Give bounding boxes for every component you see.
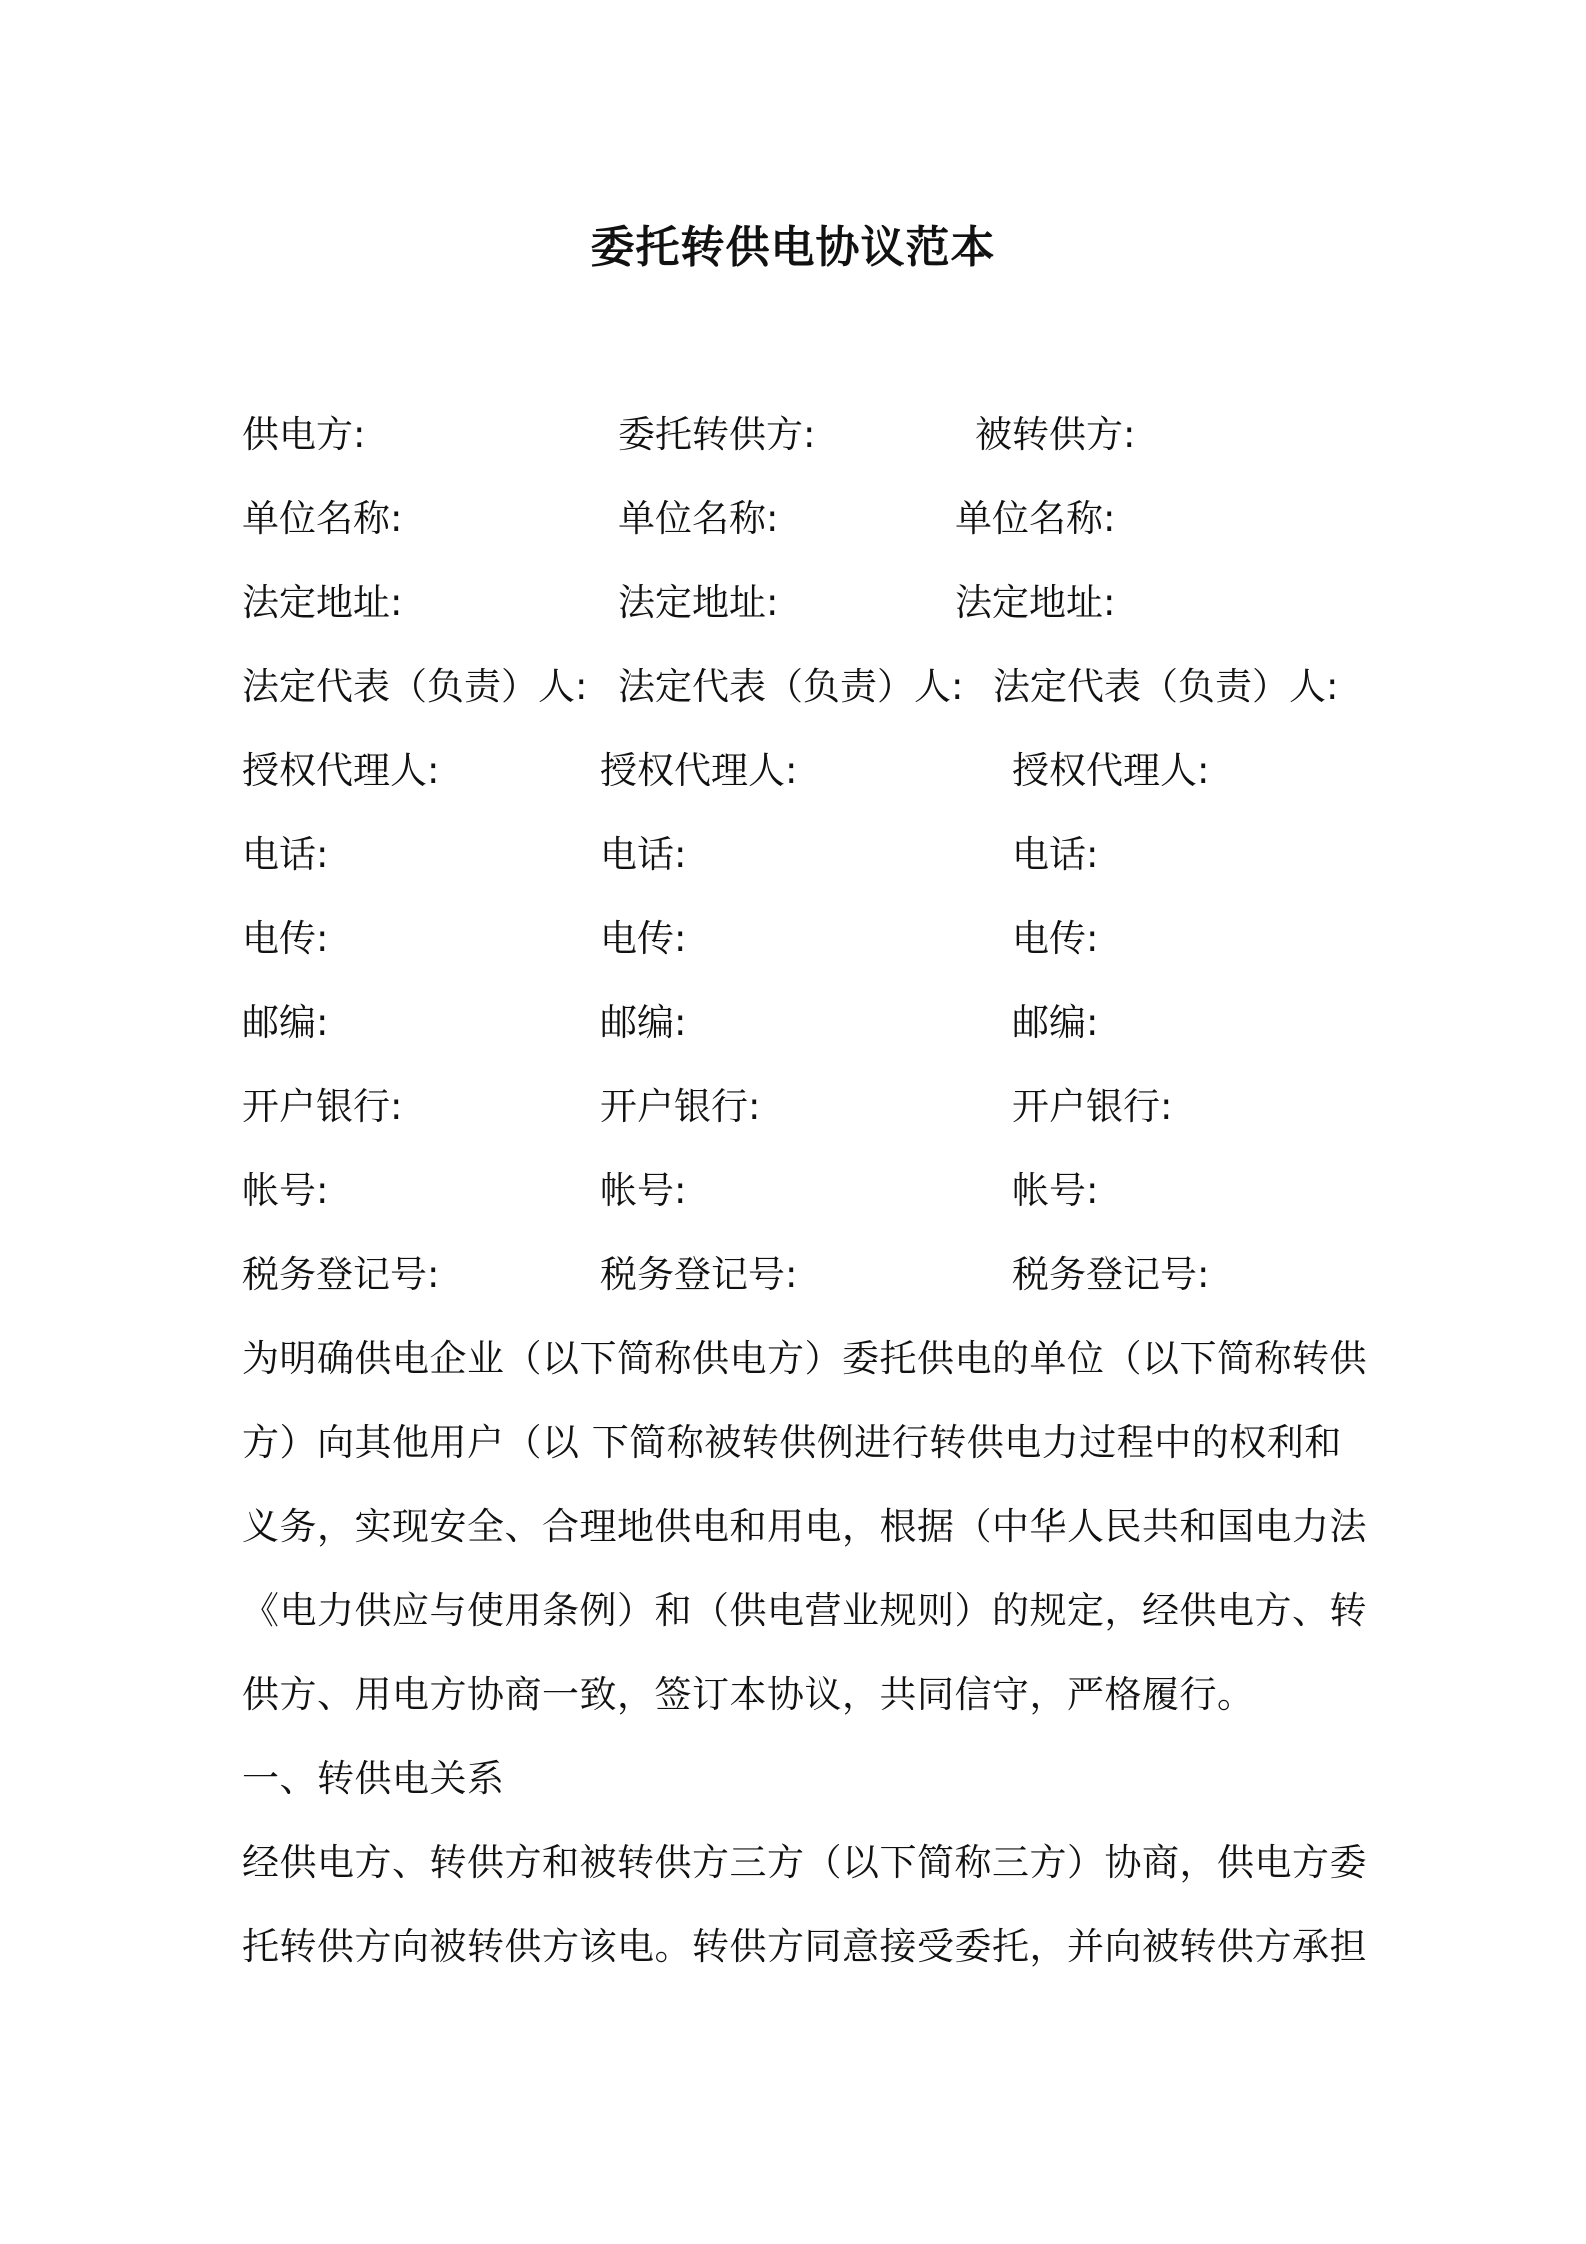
party-field-label: 电传: <box>600 917 687 960</box>
document-title: 委托转供电协议范本 <box>590 222 996 273</box>
party-field-label: 单位名称: <box>618 497 779 540</box>
party-field-label: 邮编: <box>1012 1001 1099 1044</box>
party-field-label: 电话: <box>1012 833 1099 876</box>
intro-line: 供方、用电方协商一致，签订本协议，共同信守，严格履行。 <box>242 1673 1255 1716</box>
party-field-label: 邮编: <box>242 1001 329 1044</box>
party-field-label: 帐号: <box>1012 1169 1099 1212</box>
party-field-label: 单位名称: <box>242 497 403 540</box>
party-field-label: 帐号: <box>600 1169 687 1212</box>
party-field-label: 法定地址: <box>242 581 403 624</box>
party-field-label: 税务登记号: <box>242 1253 440 1296</box>
section-body-line: 经供电方、转供方和被转供方三方（以下简称三方）协商，供电方委 <box>242 1841 1367 1884</box>
party-field-label: 法定代表（负责）人: <box>993 665 1339 708</box>
party-field-label: 法定地址: <box>955 581 1116 624</box>
party-field-label: 邮编: <box>600 1001 687 1044</box>
party-field-label: 授权代理人: <box>600 749 798 792</box>
party-field-label: 电传: <box>1012 917 1099 960</box>
supplier-header: 供电方: <box>242 413 366 456</box>
party-field-label: 开户银行: <box>1012 1085 1173 1128</box>
section-body-line: 托转供方向被转供方该电。转供方同意接受委托，并向被转供方承担 <box>242 1925 1367 1968</box>
party-field-label: 法定代表（负责）人: <box>242 665 588 708</box>
party-field-label: 税务登记号: <box>600 1253 798 1296</box>
party-field-label: 法定地址: <box>618 581 779 624</box>
party-field-label: 开户银行: <box>242 1085 403 1128</box>
agent-supplier-header: 委托转供方: <box>618 413 816 456</box>
party-field-label: 法定代表（负责）人: <box>618 665 964 708</box>
party-field-label: 单位名称: <box>955 497 1116 540</box>
party-field-label: 开户银行: <box>600 1085 761 1128</box>
party-field-label: 税务登记号: <box>1012 1253 1210 1296</box>
party-field-label: 帐号: <box>242 1169 329 1212</box>
party-field-label: 电话: <box>600 833 687 876</box>
party-field-label: 授权代理人: <box>242 749 440 792</box>
recipient-header: 被转供方: <box>975 413 1136 456</box>
section-heading: 一、转供电关系 <box>242 1757 505 1800</box>
intro-line: 为明确供电企业（以下简称供电方）委托供电的单位（以下简称转供 <box>242 1337 1367 1380</box>
intro-line: 《电力供应与使用条例）和（供电营业规则）的规定，经供电方、转 <box>242 1589 1367 1632</box>
party-field-label: 授权代理人: <box>1012 749 1210 792</box>
intro-line: 方）向其他用户（以 下简称被转供例进行转供电力过程中的权利和 <box>242 1421 1342 1464</box>
intro-line: 义务，实现安全、合理地供电和用电，根据（中华人民共和国电力法 <box>242 1505 1367 1548</box>
party-field-label: 电传: <box>242 917 329 960</box>
party-field-label: 电话: <box>242 833 329 876</box>
